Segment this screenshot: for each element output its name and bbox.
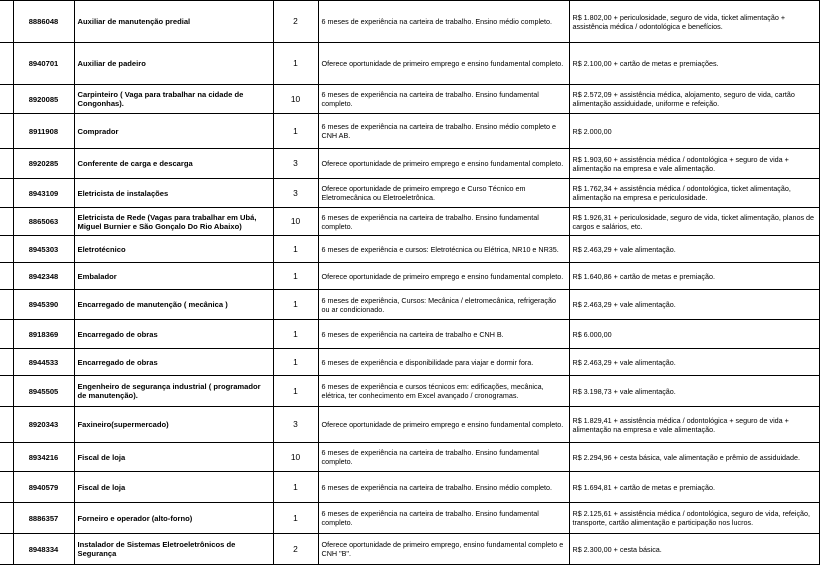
vacancy-count: 2	[273, 1, 318, 43]
requirements: Oferece oportunidade de primeiro emprego, ensino fundamental completo e CNH "B".	[318, 534, 569, 565]
job-row	[0, 114, 819, 149]
vacancy-count: 1	[273, 290, 318, 320]
salary-benefits: R$ 1.903,60 + assistência médica / odontológica + seguro de vida + alimentação na empresa e vale alimentação.	[569, 149, 819, 179]
requirements: 6 meses de experiência na carteira de trabalho. Ensino fundamental completo.	[318, 85, 569, 114]
salary-benefits: R$ 1.640,86 + cartão de metas e premiação.	[569, 263, 819, 290]
salary-benefits: R$ 2.463,29 + vale alimentação.	[569, 290, 819, 320]
requirements: 6 meses de experiência, Cursos: Mecânica / eletromecânica, refrigeração ou ar condicionado.	[318, 290, 569, 320]
job-title: Fiscal de loja	[74, 472, 273, 503]
job-row	[0, 263, 819, 290]
salary-benefits: R$ 2.294,96 + cesta básica, vale alimentação e prêmio de assiduidade.	[569, 443, 819, 472]
vacancy-count: 1	[273, 320, 318, 349]
job-title: Engenheiro de segurança industrial ( programador de manutenção).	[74, 376, 273, 407]
job-code: 8942348	[13, 263, 74, 290]
job-code: 8934216	[13, 443, 74, 472]
salary-benefits: R$ 2.572,09 + assistência médica, alojamento, seguro de vida, cartão alimentação assiduidade, uniforme e refeição.	[569, 85, 819, 114]
salary-benefits: R$ 1.829,41 + assistência médica / odontológica + seguro de vida + alimentação na empresa e vale alimentação.	[569, 407, 819, 443]
job-row	[0, 349, 819, 376]
salary-benefits: R$ 2.300,00 + cesta básica.	[569, 534, 819, 565]
job-row	[0, 43, 819, 85]
job-code: 8865063	[13, 208, 74, 236]
job-code: 8886048	[13, 1, 74, 43]
row-gutter	[0, 534, 13, 565]
row-gutter	[0, 149, 13, 179]
job-code: 8943109	[13, 179, 74, 208]
job-code: 8945505	[13, 376, 74, 407]
row-gutter	[0, 349, 13, 376]
job-code: 8886357	[13, 503, 74, 534]
job-title: Forneiro e operador (alto-forno)	[74, 503, 273, 534]
row-gutter	[0, 290, 13, 320]
vacancy-count: 10	[273, 85, 318, 114]
vacancy-count: 10	[273, 208, 318, 236]
job-row	[0, 236, 819, 263]
job-code: 8920085	[13, 85, 74, 114]
job-row	[0, 503, 819, 534]
job-title: Auxiliar de padeiro	[74, 43, 273, 85]
row-gutter	[0, 179, 13, 208]
row-gutter	[0, 208, 13, 236]
job-row	[0, 1, 819, 43]
job-row	[0, 472, 819, 503]
job-row	[0, 208, 819, 236]
job-title: Carpinteiro ( Vaga para trabalhar na cidade de Congonhas).	[74, 85, 273, 114]
vacancy-count: 1	[273, 236, 318, 263]
salary-benefits: R$ 1.694,81 + cartão de metas e premiação.	[569, 472, 819, 503]
requirements: 6 meses de experiência na carteira de trabalho. Ensino médio completo.	[318, 472, 569, 503]
row-gutter	[0, 263, 13, 290]
job-title: Comprador	[74, 114, 273, 149]
row-gutter	[0, 503, 13, 534]
job-row	[0, 149, 819, 179]
job-title: Eletricista de Rede (Vagas para trabalhar em Ubá, Miguel Burnier e São Gonçalo Do Rio Abaixo)	[74, 208, 273, 236]
vacancy-count: 3	[273, 179, 318, 208]
job-title: Conferente de carga e descarga	[74, 149, 273, 179]
job-title: Encarregado de obras	[74, 320, 273, 349]
row-gutter	[0, 472, 13, 503]
salary-benefits: R$ 2.463,29 + vale alimentação.	[569, 349, 819, 376]
row-gutter	[0, 443, 13, 472]
requirements: Oferece oportunidade de primeiro emprego e ensino fundamental completo.	[318, 263, 569, 290]
vacancy-count: 1	[273, 472, 318, 503]
row-gutter	[0, 236, 13, 263]
row-gutter	[0, 114, 13, 149]
row-gutter	[0, 407, 13, 443]
job-title: Instalador de Sistemas Eletroeletrônicos de Segurança	[74, 534, 273, 565]
vacancy-count: 1	[273, 114, 318, 149]
job-row	[0, 320, 819, 349]
job-row	[0, 534, 819, 565]
job-code: 8940701	[13, 43, 74, 85]
salary-benefits: R$ 1.802,00 + periculosidade, seguro de vida, ticket alimentação + assistência médica / odontológica e benefícios.	[569, 1, 819, 43]
requirements: Oferece oportunidade de primeiro emprego e ensino fundamental completo.	[318, 149, 569, 179]
job-table-body	[0, 1, 819, 565]
vacancy-count: 1	[273, 263, 318, 290]
row-gutter	[0, 85, 13, 114]
requirements: 6 meses de experiência na carteira de trabalho. Ensino fundamental completo.	[318, 443, 569, 472]
vacancy-count: 1	[273, 349, 318, 376]
job-code: 8945303	[13, 236, 74, 263]
salary-benefits: R$ 6.000,00	[569, 320, 819, 349]
job-title: Eletricista de instalações	[74, 179, 273, 208]
job-row	[0, 376, 819, 407]
salary-benefits: R$ 2.000,00	[569, 114, 819, 149]
row-gutter	[0, 43, 13, 85]
vacancy-count: 1	[273, 376, 318, 407]
job-title: Encarregado de manutenção ( mecânica )	[74, 290, 273, 320]
requirements: Oferece oportunidade de primeiro emprego e ensino fundamental completo.	[318, 43, 569, 85]
salary-benefits: R$ 2.100,00 + cartão de metas e premiações.	[569, 43, 819, 85]
requirements: 6 meses de experiência e cursos técnicos em: edificações, mecânica, elétrica, ter conhecimento em Excel avançado / cronogramas.	[318, 376, 569, 407]
vacancy-count: 3	[273, 407, 318, 443]
salary-benefits: R$ 1.762,34 + assistência médica / odontológica, ticket alimentação, alimentação na empresa e periculosidade.	[569, 179, 819, 208]
row-gutter	[0, 320, 13, 349]
row-gutter	[0, 376, 13, 407]
job-code: 8920343	[13, 407, 74, 443]
salary-benefits: R$ 3.198,73 + vale alimentação.	[569, 376, 819, 407]
requirements: 6 meses de experiência e cursos: Eletrotécnica ou Elétrica, NR10 e NR35.	[318, 236, 569, 263]
requirements: Oferece oportunidade de primeiro emprego e Curso Técnico em Eletromecânica ou Eletroeletrônica.	[318, 179, 569, 208]
requirements: 6 meses de experiência na carteira de trabalho. Ensino fundamental completo.	[318, 208, 569, 236]
job-code: 8944533	[13, 349, 74, 376]
job-title: Faxineiro(supermercado)	[74, 407, 273, 443]
salary-benefits: R$ 2.125,61 + assistência médica / odontológica, seguro de vida, refeição, transporte, cartão alimentação e participação nos lucros.	[569, 503, 819, 534]
job-title: Eletrotécnico	[74, 236, 273, 263]
job-title: Fiscal de loja	[74, 443, 273, 472]
salary-benefits: R$ 1.926,31 + periculosidade, seguro de vida, ticket alimentação, planos de cargos e salários, etc.	[569, 208, 819, 236]
requirements: 6 meses de experiência e disponibilidade para viajar e dormir fora.	[318, 349, 569, 376]
requirements: 6 meses de experiência na carteira de trabalho. Ensino médio completo.	[318, 1, 569, 43]
job-code: 8920285	[13, 149, 74, 179]
job-row	[0, 85, 819, 114]
job-row	[0, 443, 819, 472]
job-row	[0, 407, 819, 443]
job-row	[0, 179, 819, 208]
row-gutter	[0, 1, 13, 43]
requirements: 6 meses de experiência na carteira de trabalho. Ensino médio completo e CNH AB.	[318, 114, 569, 149]
job-title: Auxiliar de manutenção predial	[74, 1, 273, 43]
job-code: 8918369	[13, 320, 74, 349]
vacancy-count: 10	[273, 443, 318, 472]
job-title: Embalador	[74, 263, 273, 290]
requirements: 6 meses de experiência na carteira de trabalho e CNH B.	[318, 320, 569, 349]
salary-benefits: R$ 2.463,29 + vale alimentação.	[569, 236, 819, 263]
job-title: Encarregado de obras	[74, 349, 273, 376]
job-code: 8911908	[13, 114, 74, 149]
vacancy-count: 1	[273, 43, 318, 85]
job-code: 8945390	[13, 290, 74, 320]
vacancy-count: 1	[273, 503, 318, 534]
vacancy-count: 2	[273, 534, 318, 565]
job-code: 8940579	[13, 472, 74, 503]
requirements: Oferece oportunidade de primeiro emprego e ensino fundamental completo.	[318, 407, 569, 443]
vacancy-count: 3	[273, 149, 318, 179]
job-row	[0, 290, 819, 320]
requirements: 6 meses de experiência na carteira de trabalho. Ensino fundamental completo.	[318, 503, 569, 534]
job-code: 8948334	[13, 534, 74, 565]
